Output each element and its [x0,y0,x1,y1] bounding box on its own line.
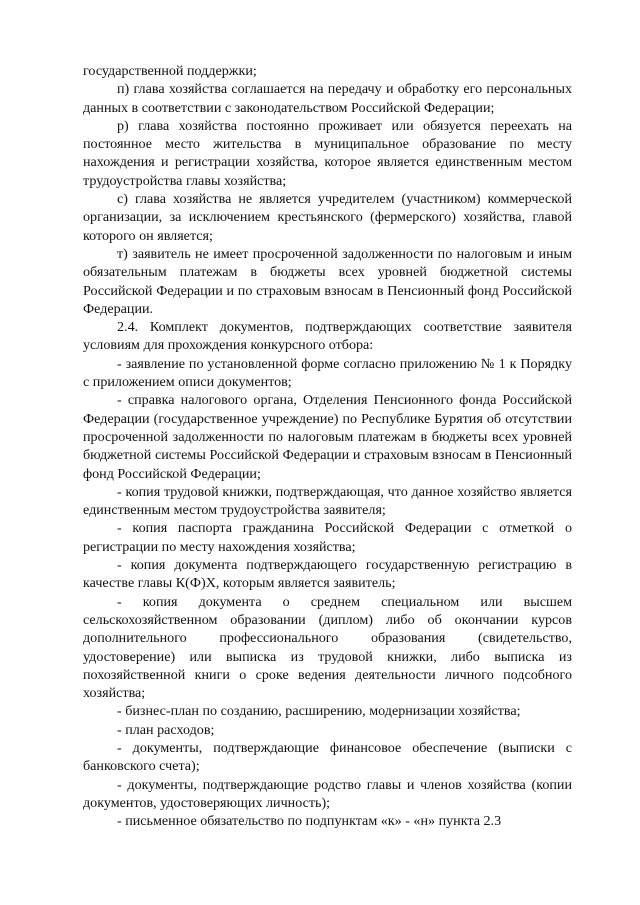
list-item-employment-record: - копия трудовой книжки, подтверждающая, что данное хозяйство является единственным местом трудоустройства заявителя; [83,483,572,519]
paragraph-section-2-4: 2.4. Комплект документов, подтверждающих соответствие заявителя условиям для прохождения конкурсного отбора: [83,319,572,354]
list-item-written-obligation: - письменное обязательство по подпунктам «к» - «н» пункта 2.3 [117,813,502,830]
paragraph-item-p: п) глава хозяйства соглашается на передачу и обработку его персональных данных в соответствии с законодательством Российской Федерации; [83,81,572,116]
document-body [83,62,572,830]
list-item-expense-plan: - план расходов; [117,721,215,738]
list-item-passport-copy: - копия паспорта гражданина Российской Федерации с отметкой о регистрации по месту нахождения хозяйства; [83,520,572,555]
paragraph-item-r: р) глава хозяйства постоянно проживает или обязуется переехать на постоянное место жительства в муниципальное образование по месту нахождения и регистрации хозяйства, которое является единственным местом трудоустройства главы хозяйства; [83,117,572,189]
paragraph-continuation: государственной поддержки; [83,63,257,79]
list-item-application: - заявление по установленной форме согласно приложению № 1 к Порядку с приложением описи документов; [83,355,572,391]
list-item-kinship-documents: - документы, подтверждающие родство главы и членов хозяйства (копии документов, удостоверяющих личность); [83,776,572,811]
list-item-registration-document: - копия документа подтверждающего государственную регистрацию в качестве главы К(Ф)Х, которым является заявитель; [83,557,572,592]
list-item-business-plan: - бизнес-план по созданию, расширению, модернизации хозяйства; [117,703,521,720]
list-item-financial-documents: - документы, подтверждающие финансовое обеспечение (выписки с банковского счета); [83,739,572,775]
paragraph-item-t: т) заявитель не имеет просроченной задолженности по налоговым и иным обязательным платежам в бюджеты всех уровней бюджетной системы Российской Федерации и по страховым взносам в Пенсионный фонд Российской Федерации. [83,245,572,317]
paragraph-item-s: с) глава хозяйства не является учредителем (участником) коммерческой организации, за исключением крестьянского (фермерского) хозяйства, главой которого он является; [83,191,572,244]
list-item-education-document: - копия документа о среднем специальном или высшем сельскохозяйственном образовании (диплом) либо об окончании курсов дополнительного профессионального образования (свидетельство, удостоверение) или выписка из трудовой книжки, либо выписка из похозяйственной книги о сроке ведения деятельности личного подсобного хозяйства; [83,593,572,702]
list-item-tax-certificate: - справка налогового органа, Отделения Пенсионного фонда Российской Федерации (государственное учреждение) по Республике Бурятия об отсутствии просроченной задолженности по налоговым платежам в бюджеты всех уровней бюджетной системы Российской Федерации и страховым взносам в Пенсионный фонд Российской Федерации; [83,392,572,482]
